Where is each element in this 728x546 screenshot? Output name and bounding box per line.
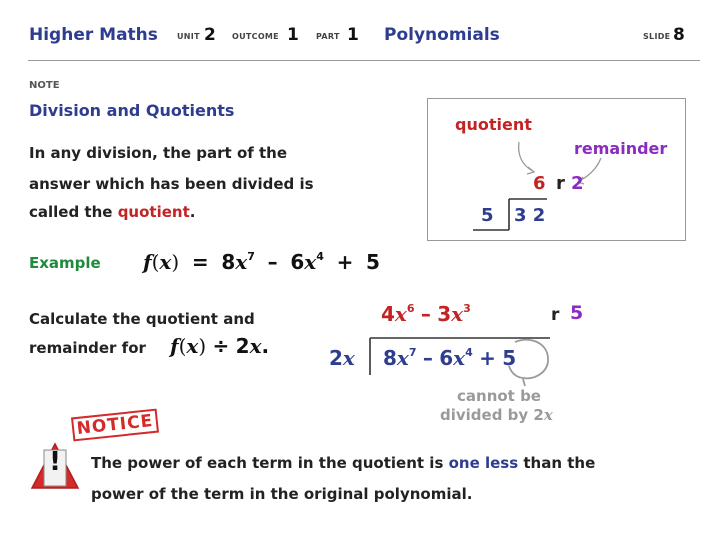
ld-d-const: 5 (502, 346, 517, 370)
example-lparen: ( (151, 250, 160, 274)
warning-mark: ! (49, 447, 61, 477)
example-exp-2: 4 (316, 250, 324, 264)
ld-q-exp-1: 6 (406, 302, 415, 316)
remainder-circle-icon (495, 336, 555, 388)
ld-q-coef-2: 3 (437, 302, 452, 326)
illustration-dividend: 3 2 (514, 205, 546, 226)
header-title: Higher Maths (29, 25, 158, 45)
outcome-label: OUTCOME (232, 32, 279, 41)
calculate-line-2: remainder for (29, 339, 146, 357)
slide-value: 8 (673, 25, 685, 45)
long-division-quotient (381, 302, 471, 326)
ld-q-var-1: x (394, 302, 407, 326)
example-label: Example (29, 254, 101, 272)
example-plus: + (336, 250, 354, 274)
calc-divisor-var: x (249, 334, 262, 358)
notice-highlight: one less (448, 454, 519, 472)
calculate-line-1: Calculate the quotient and (29, 310, 255, 328)
intro-line-2: answer which has been divided is (29, 175, 314, 193)
ld-d-exp-1: 7 (408, 346, 417, 360)
calculate-expression (170, 334, 269, 358)
example-rparen: ) (171, 250, 180, 274)
example-var-2: x (304, 250, 317, 274)
example-var: x (159, 250, 172, 274)
ld-divisor-var: x (342, 346, 355, 370)
calc-divisor-coef: 2 (235, 334, 250, 358)
header-topic: Polynomials (384, 25, 500, 45)
ld-q-minus: – (420, 302, 431, 326)
notice-stamp: NOTICE (71, 409, 159, 442)
example-fn: f (143, 250, 152, 274)
cannot-divide-note-prefix: divided by 2 (440, 406, 544, 424)
cannot-divide-note-line-1: cannot be (457, 387, 541, 405)
long-division-remainder: 5 (570, 302, 584, 324)
calc-divide-symbol: ÷ (212, 334, 230, 358)
unit-value: 2 (204, 25, 216, 45)
header-divider (28, 60, 700, 61)
long-division-r-symbol: r (551, 305, 560, 325)
illustration-divisor: 5 (481, 205, 494, 226)
note-label: NOTE (29, 80, 60, 91)
ld-d-coef-2: 6 (439, 346, 454, 370)
illustration-remainder-label: remainder (574, 139, 668, 158)
slide-label: SLIDE (643, 32, 671, 41)
outcome-value: 1 (287, 25, 299, 45)
part-value: 1 (347, 25, 359, 45)
ld-d-minus: – (422, 346, 433, 370)
illustration-r-symbol: r (556, 173, 565, 194)
illustration-quotient-label: quotient (455, 115, 532, 134)
illustration-lines (427, 98, 686, 241)
example-var-1: x (235, 250, 248, 274)
example-coef-2: 6 (290, 250, 305, 274)
calc-lparen: ( (178, 334, 187, 358)
calc-rparen: ) (198, 334, 207, 358)
ld-q-var-2: x (451, 302, 464, 326)
part-label: PART (316, 32, 340, 41)
example-exp-1: 7 (247, 250, 255, 264)
ld-q-coef-1: 4 (381, 302, 395, 326)
cannot-divide-note-var: x (543, 406, 553, 424)
example-expression (143, 250, 380, 274)
intro-quotient-keyword: quotient (117, 203, 190, 221)
illustration-quotient-value: 6 (533, 173, 546, 194)
example-coef-1: 8 (221, 250, 236, 274)
notice-line-1-suffix: than the (518, 454, 596, 472)
notice-line-1 (91, 454, 595, 472)
ld-d-coef-1: 8 (383, 346, 397, 370)
calc-fn: f (170, 334, 179, 358)
unit-label: UNIT (177, 32, 200, 41)
notice-line-2: power of the term in the original polynomial. (91, 485, 473, 503)
note-heading: Division and Quotients (29, 101, 235, 120)
ld-divisor-coef: 2 (329, 346, 343, 370)
illustration-remainder-value: 2 (571, 173, 584, 194)
intro-line-3-prefix: called the (29, 203, 118, 221)
ld-q-exp-2: 3 (463, 302, 471, 316)
notice-line-1-prefix: The power of each term in the quotient is (91, 454, 449, 472)
intro-line-1: In any division, the part of the (29, 144, 288, 162)
example-minus: – (267, 250, 278, 274)
example-equals: = (191, 250, 209, 274)
calc-var: x (186, 334, 199, 358)
ld-d-var-2: x (453, 346, 466, 370)
ld-d-plus: + (479, 346, 496, 370)
intro-line-3 (29, 203, 195, 221)
example-const: 5 (366, 250, 380, 274)
quotient-arrow-icon (519, 142, 533, 171)
calc-period: . (261, 334, 270, 358)
ld-d-exp-2: 4 (465, 346, 473, 360)
intro-line-3-suffix: . (189, 203, 196, 221)
ld-d-var-1: x (396, 346, 409, 370)
long-division-divisor (329, 346, 355, 370)
cannot-divide-note-line-2 (440, 406, 553, 424)
